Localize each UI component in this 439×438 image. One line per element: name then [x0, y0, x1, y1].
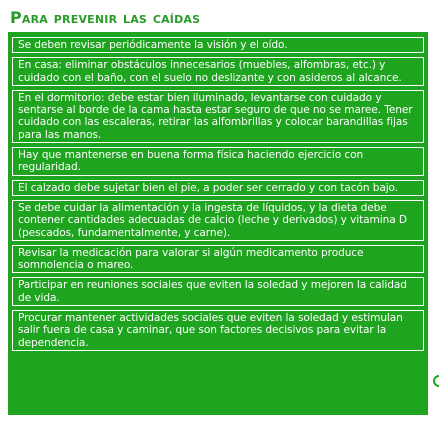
page-title: Para prevenir las caídas	[10, 8, 201, 27]
recommendations-list	[8, 32, 428, 415]
list-item: Participar en reuniones sociales que eviten la soledad y mejoren la calidad de vida.	[12, 277, 424, 306]
circle-decoration-icon	[433, 375, 439, 387]
list-item: Procurar mantener actividades sociales que eviten la soledad y estimulan salir fuera de casa y caminar, que son factores decisivos para evitar la dependencia.	[12, 310, 424, 351]
list-item: Revisar la medicación para valorar si algún medicamento produce somnolencia o mareo.	[12, 245, 424, 274]
list-item: Se deben revisar periódicamente la visión y el oído.	[12, 37, 424, 53]
list-item: Hay que mantenerse en buena forma física haciendo ejercicio con regularidad.	[12, 147, 424, 176]
list-item: Se debe cuidar la alimentación y la ingesta de líquidos, y la dieta debe contener cantidades adecuadas de calcio (leche y derivados) y vitamina D (pescados, fundamentalmente, y carne).	[12, 200, 424, 241]
list-item: El calzado debe sujetar bien el pie, a poder ser cerrado y con tacón bajo.	[12, 180, 424, 196]
list-item: En casa: eliminar obstáculos innecesarios (muebles, alfombras, etc.) y cuidado con el baño, con el suelo no deslizante y con asideros al alcance.	[12, 57, 424, 86]
list-item: En el dormitorio: debe estar bien iluminado, levantarse con cuidado y sentarse al borde de la cama hasta estar seguro de que no se maree. Tener cuidado con las escaleras, retirar las alfombrillas y colocar barandillas fijas para las manos.	[12, 90, 424, 143]
